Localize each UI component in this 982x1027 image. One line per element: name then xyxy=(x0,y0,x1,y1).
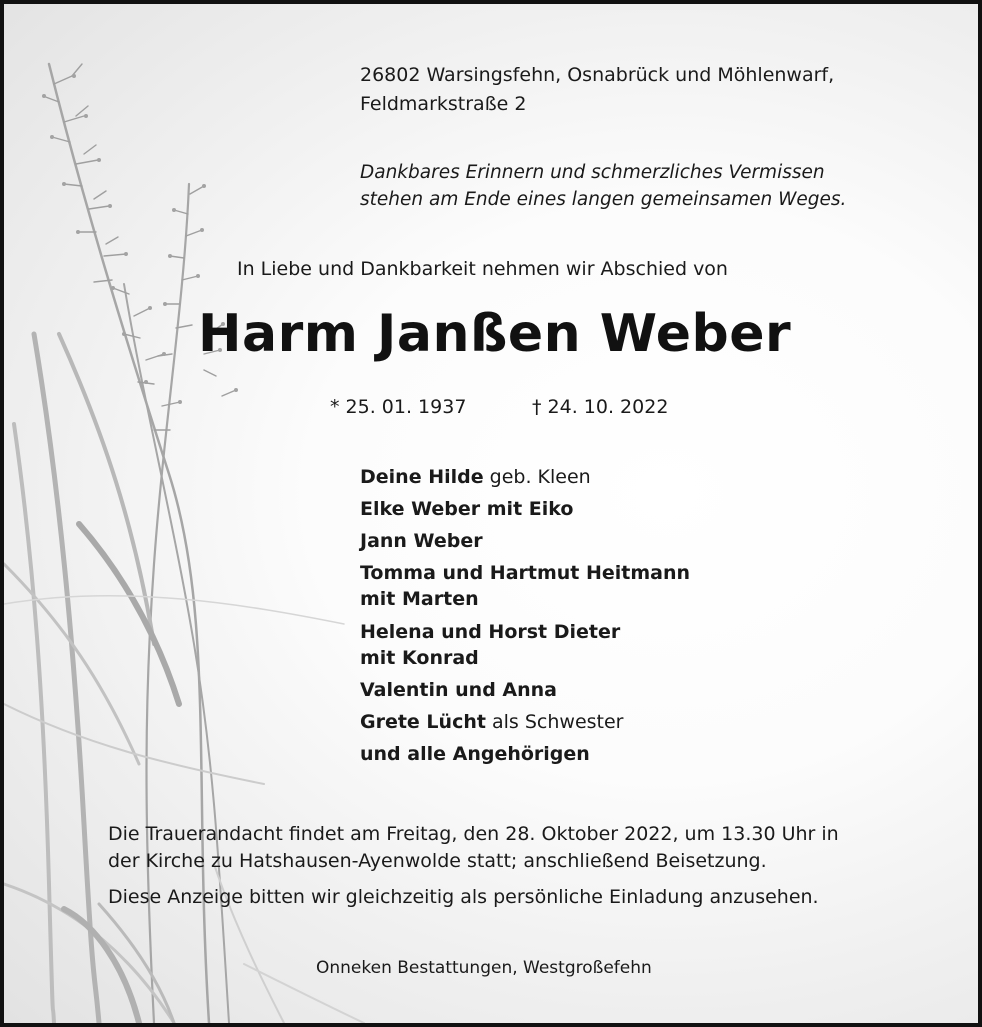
death-date: † 24. 10. 2022 xyxy=(532,396,669,418)
intro-text: In Liebe und Dankbarkeit nehmen wir Abschied von xyxy=(237,258,728,280)
motto-line-1: Dankbares Erinnern und schmerzliches Vermissen xyxy=(360,162,825,183)
address-line-2: Feldmarkstraße 2 xyxy=(360,93,527,115)
family-member: mit Marten xyxy=(360,588,479,610)
service-info-line-1: Die Trauerandacht findet am Freitag, den 28. Oktober 2022, um 13.30 Uhr in xyxy=(108,823,839,845)
family-member: Valentin und Anna xyxy=(360,679,557,701)
service-info-line-2: der Kirche zu Hatshausen-Ayenwolde statt; anschließend Beisetzung. xyxy=(108,850,767,872)
deceased-name: Harm Janßen Weber xyxy=(198,304,792,364)
motto-line-2: stehen am Ende eines langen gemeinsamen Weges. xyxy=(360,189,847,210)
birth-date: * 25. 01. 1937 xyxy=(330,396,467,418)
address-line-1: 26802 Warsingsfehn, Osnabrück und Möhlenwarf, xyxy=(360,64,835,86)
family-member: mit Konrad xyxy=(360,647,479,669)
family-member: Helena und Horst Dieter xyxy=(360,621,621,643)
family-member: Tomma und Hartmut Heitmann xyxy=(360,562,691,584)
family-member: Deine Hilde geb. Kleen xyxy=(360,466,591,488)
family-member: und alle Angehörigen xyxy=(360,743,590,765)
family-member: Grete Lücht als Schwester xyxy=(360,711,624,733)
undertaker-name: Onneken Bestattungen, Westgroßefehn xyxy=(316,958,652,978)
family-member: Elke Weber mit Eiko xyxy=(360,498,574,520)
family-member: Jann Weber xyxy=(360,530,483,552)
invitation-text: Diese Anzeige bitten wir gleichzeitig als persönliche Einladung anzusehen. xyxy=(108,886,819,908)
